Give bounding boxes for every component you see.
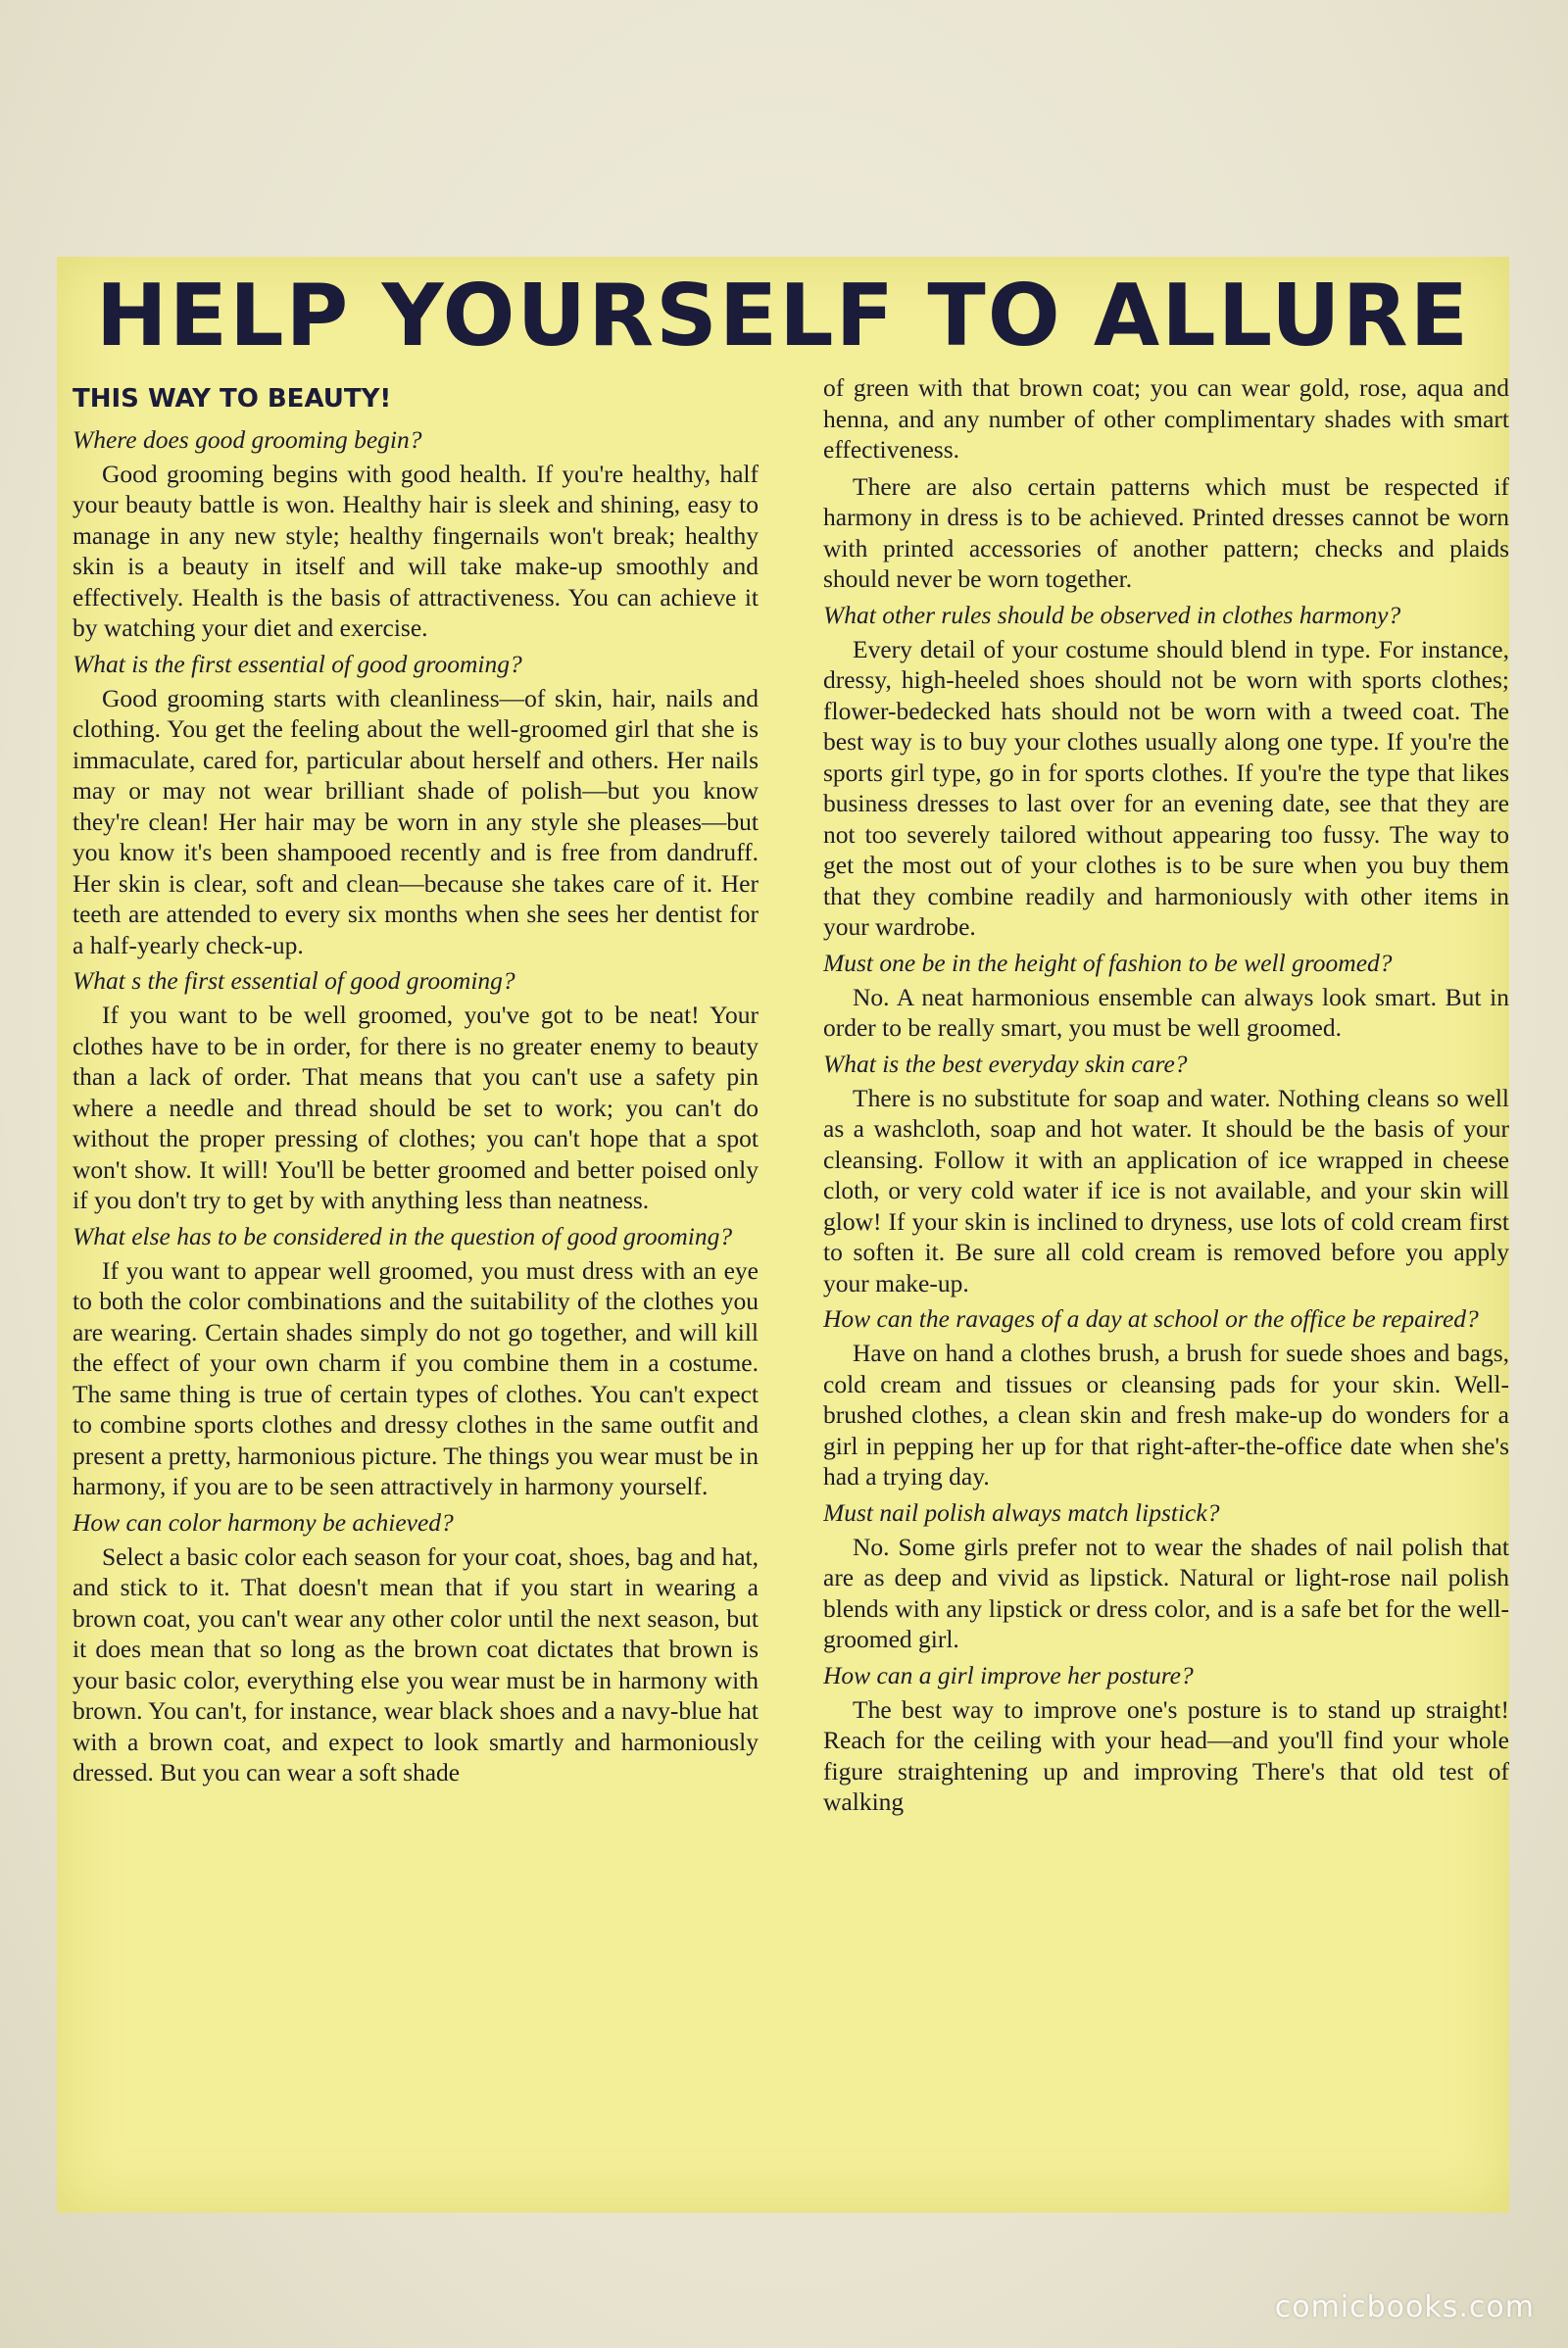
question-heading: What is the best everyday skin care? [823,1049,1188,1078]
answer-paragraph: There are also certain patterns which must be respected if harmony in dress is to be achieved. Printed dresses cannot be worn with printed accessories of another pattern; checks and plaids should never be worn together. [823,471,1509,593]
answer-paragraph: Good grooming starts with cleanliness—of skin, hair, nails and clothing. You get the feeling about the well-groomed girl that she is immaculate, cared for, particular about herself and others. Her nails may or may not wear brilliant shade of polish—but you know they're clean! Her hair may be worn in any style she pleases—but you know it's been shampooed recently and is free from dandruff. Her skin is clear, soft and clean—because she takes care of it. Her teeth are attended to every six months when she sees her dentist for a half-yearly check-up. [73,683,759,959]
question-heading: How can color harmony be achieved? [73,1507,454,1537]
left-column [73,376,759,2199]
answer-paragraph: of green with that brown coat; you can wear gold, rose, aqua and henna, and any number of other complimentary shades with smart effectiveness. [823,373,1509,464]
article-panel [57,257,1509,2213]
question-heading: What s the first essential of good grooming? [73,966,515,995]
question-heading: What other rules should be observed in clothes harmony? [823,600,1401,629]
question-heading: Must nail polish always match lipstick? [823,1497,1220,1527]
left-column-body [73,425,759,1788]
section-subhead: THIS WAY TO BEAUTY! [73,384,392,414]
right-column [823,372,1509,2195]
watermark: comicbooks.com [1274,2290,1535,2324]
question-heading: What else has to be considered in the question of good grooming? [73,1221,733,1250]
answer-paragraph: If you want to appear well groomed, you must dress with an eye to both the color combinations and the suitability of the clothes you are wearing. Certain shades simply do not go together, and will kill the effect of your own charm if you combine them in a costume. The same thing is true of certain types of clothes. You can't expect to combine sports clothes and dressy clothes in the same outfit and present a pretty, harmonious picture. The things you wear must be in harmony, if you are to be seen attractively in harmony yourself. [73,1255,759,1500]
question-heading: How can the ravages of a day at school or the office be repaired? [823,1304,1479,1333]
answer-paragraph: Have on hand a clothes brush, a brush for suede shoes and bags, cold cream and tissues or cleansing pads for your skin. Well-brushed clothes, a clean skin and fresh make-up do wonders for a girl in pepping her up for that right-after-the-office date when she's had a trying day. [823,1339,1509,1491]
question-heading: How can a girl improve her posture? [823,1660,1194,1689]
answer-paragraph: Good grooming begins with good health. If you're healthy, half your beauty battle is won. Healthy hair is sleek and shining, easy to manage in any new style; healthy fingernails won't break; healthy skin is a beauty in itself and will take make-up smoothly and effectively. Health is the basis of attractiveness. You can achieve it by watching your diet and exercise. [73,459,759,642]
right-column-body [823,372,1509,1818]
answer-paragraph: No. A neat harmonious ensemble can always look smart. But in order to be really smart, you must be well groomed. [823,982,1509,1042]
question-heading: What is the first essential of good grooming? [73,649,522,678]
question-heading: Must one be in the height of fashion to be well groomed? [823,948,1393,977]
answer-paragraph: There is no substitute for soap and water. Nothing cleans so well as a washcloth, soap and hot water. It should be the basis of your cleansing. Follow it with an application of ice wrapped in cheese cloth, or very cold water if ice is not available, and your skin will glow! If your skin is inclined to dryness, use lots of cold cream first to soften it. Be sure all cold cream is removed before you apply your make-up. [823,1083,1509,1297]
answer-paragraph: The best way to improve one's posture is to stand up straight! Reach for the ceiling with your head—and you'll find your whole figure straightening up and improving There's that old test of walking [823,1694,1509,1816]
answer-paragraph: No. Some girls prefer not to wear the shades of nail polish that are as deep and vivid as lipstick. Natural or light-rose nail polish blends with any lipstick or dress color, and is a safe bet for the well-groomed girl. [823,1532,1509,1653]
answer-paragraph: Select a basic color each season for your coat, shoes, bag and hat, and stick to it. That doesn't mean that if you start in wearing a brown coat, you can't wear any other color until the next season, but it does mean that so long as the brown coat dictates that brown is your basic color, everything else you wear must be in harmony with brown. You can't, for instance, wear black shoes and a navy-blue hat with a brown coat, and expect to look smartly and harmoniously dressed. But you can wear a soft shade [73,1541,759,1786]
headline: HELP YOURSELF TO ALLURE [95,266,1471,366]
answer-paragraph: If you want to be well groomed, you've got to be neat! Your clothes have to be in order, for there is no greater enemy to beauty than a lack of order. That means that you can't use a safety pin where a needle and thread should be set to work; you can't do without the proper pressing of clothes; you can't hope that a spot won't show. It will! You'll be better groomed and better poised only if you don't try to get by with anything less than neatness. [73,1001,759,1214]
answer-paragraph: Every detail of your costume should blend in type. For instance, dressy, high-heeled shoes should not be worn with sports clothes; flower-bedecked hats should not be worn with a tweed coat. The best way is to buy your clothes usually along one type. If you're the sports girl type, go in for sports clothes. If you're the type that likes business dresses to last over for an evening date, see that they are not too severely tailored without appearing too fussy. The way to get the most out of your clothes is to be sure when you buy them that they combine readily and harmoniously with other items in your wardrobe. [823,634,1509,941]
question-heading: Where does good grooming begin? [73,424,422,454]
